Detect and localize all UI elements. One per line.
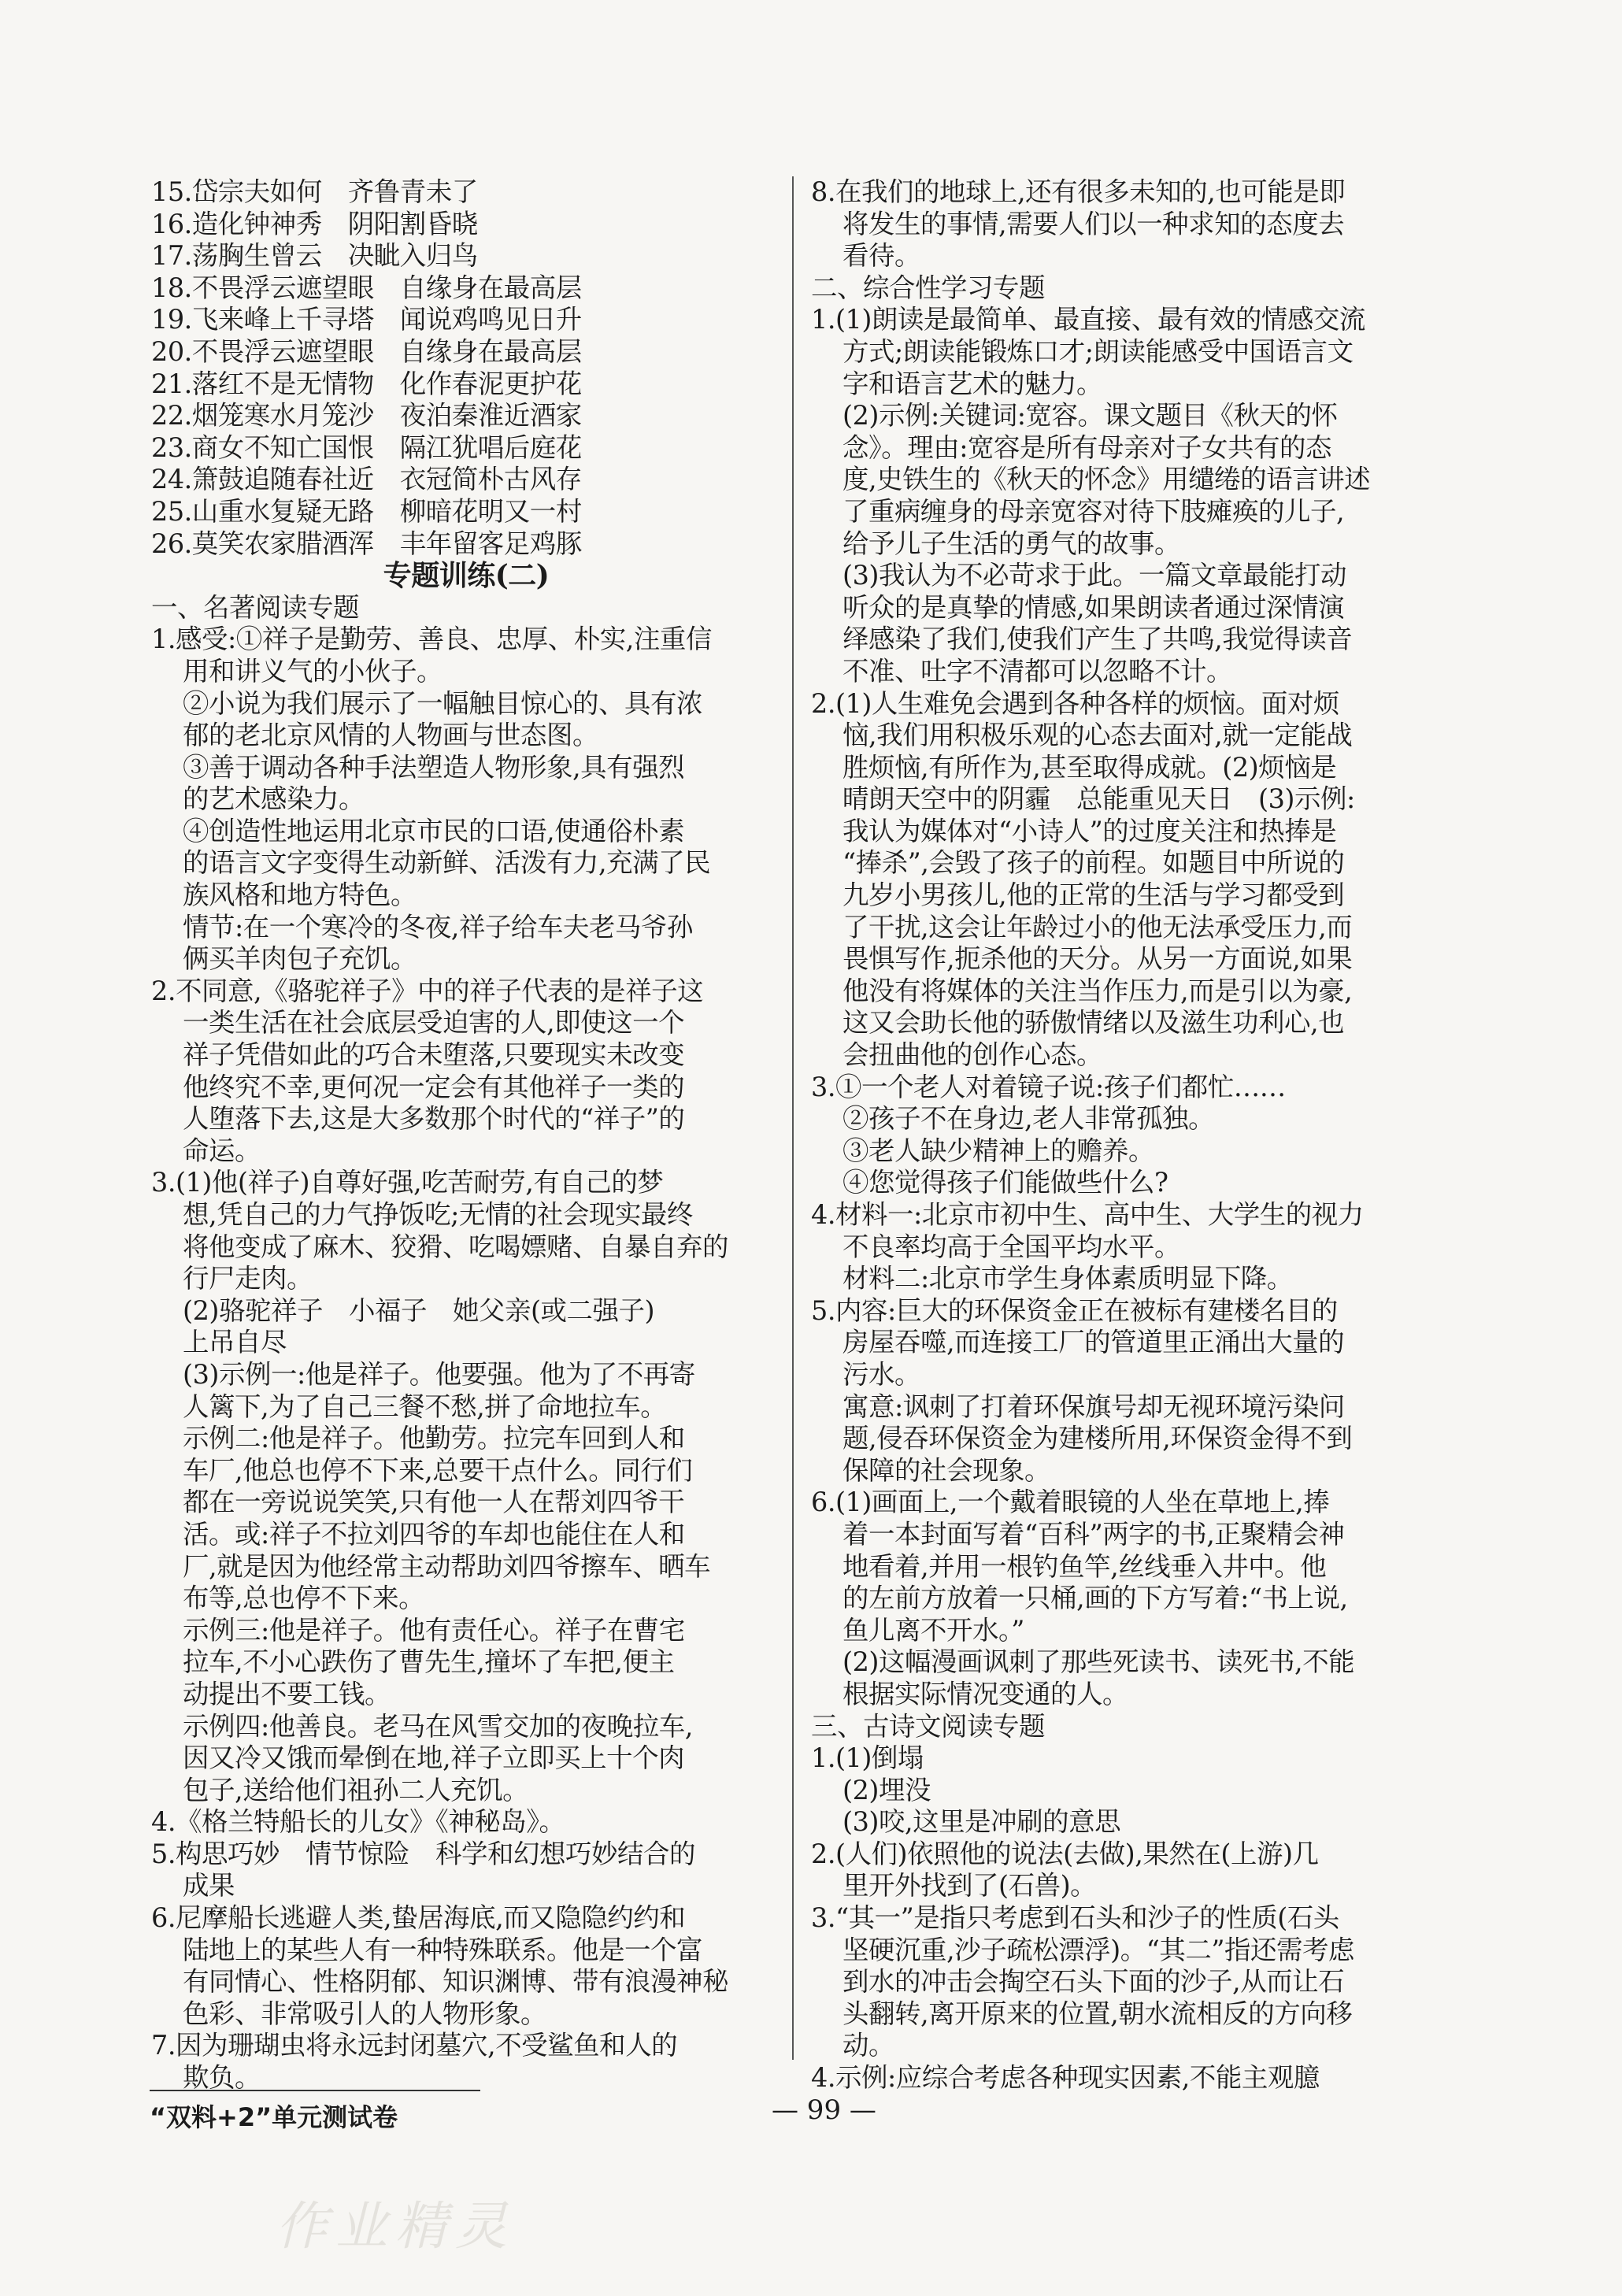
text-line: 20.不畏浮云遮望眼 自缘身在最高层 [151,335,582,367]
text-line: 三、古诗文阅读专题 [811,1710,1045,1742]
left-column [151,176,781,2094]
text-line: 示例二:他是祥子。他勤劳。拉完车回到人和 [183,1423,685,1454]
section-title: 专题训练(二) [383,559,550,593]
text-line: 祥子凭借如此的巧合未堕落,只要现实未改变 [183,1039,685,1071]
text-line: 4.材料一:北京市初中生、高中生、大学生的视力 [811,1199,1364,1230]
text-line: 动。 [842,2030,894,2061]
text-line: 3.(1)他(祥子)自尊好强,吃苦耐劳,有自己的梦 [151,1167,664,1198]
text-line: 5.构思巧妙 情节惊险 科学和幻想巧妙结合的 [151,1838,695,1869]
text-line: ③老人缺少精神上的赡养。 [842,1135,1154,1166]
text-line: 车厂,他总也停不下来,总要干点什么。同行们 [183,1454,693,1486]
column-divider [792,176,794,2060]
text-line: 人堕落下去,这是大多数那个时代的“祥子”的 [183,1103,685,1135]
footer-rule [150,2090,480,2091]
text-line: 方式;朗读能锻炼口才;朗读能感受中国语言文 [842,335,1354,367]
text-line: 俩买羊肉包子充饥。 [183,943,417,975]
text-line: 用和讲义气的小伙子。 [183,655,443,687]
text-line: 5.内容:巨大的环保资金正在被标有建楼名目的 [811,1294,1338,1326]
text-line: 污水。 [842,1358,920,1390]
text-line: (3)咬,这里是冲刷的意思 [842,1806,1121,1838]
text-line: 2.不同意,《骆驼祥子》中的祥子代表的是祥子这 [151,975,704,1006]
text-line: 到水的冲击会掏空石头下面的沙子,从而让石 [842,1966,1345,1998]
text-line: 色彩、非常吸引人的人物形象。 [183,1998,546,2029]
text-line: 晴朗天空中的阴霾 总能重见天日 (3)示例: [842,783,1355,815]
text-line: 人篱下,为了自己三餐不愁,拼了命地拉车。 [183,1391,667,1422]
text-line: 欺负。 [183,2062,261,2094]
text-line: 成果 [183,1870,235,1902]
text-line: 25.山重水复疑无路 柳暗花明又一村 [151,495,582,527]
text-line: 上吊自尽 [183,1327,287,1358]
text-line: 着一本封面写着“百科”两字的书,正聚精会神 [842,1518,1345,1550]
text-line: 布等,总也停不下来。 [183,1583,425,1614]
text-line: 他终究不幸,更何况一定会有其他祥子一类的 [183,1071,685,1102]
text-line: 坚硬沉重,沙子疏松漂浮)。“其二”指还需考虑 [842,1934,1354,1965]
text-line: ④创造性地运用北京市民的口语,使通俗朴素 [183,815,685,846]
text-line: 18.不畏浮云遮望眼 自缘身在最高层 [151,272,582,303]
text-line: 一、名著阅读专题 [151,591,359,623]
text-line: 15.岱宗夫如何 齐鲁青未了 [151,176,478,207]
text-line: 九岁小男孩儿,他的正常的生活与学习都受到 [842,880,1345,911]
text-line: 6.(1)画面上,一个戴着眼镜的人坐在草地上,捧 [811,1487,1330,1518]
text-line: 材料二:北京市学生身体素质明显下降。 [842,1263,1293,1294]
text-line: 地看着,并用一根钓鱼竿,丝线垂入井中。他 [842,1550,1327,1582]
text-line: “捧杀”,会毁了孩子的前程。如题目中所说的 [842,847,1345,879]
text-line: 念》。理由:宽容是所有母亲对子女共有的态 [842,431,1332,463]
text-line: 示例四:他善良。老马在风雪交加的夜晚拉车, [183,1710,693,1742]
book-title: “双料+2”单元测试卷 [150,2102,398,2132]
text-line: (2)埋没 [842,1774,931,1805]
text-line: 了重病缠身的母亲宽容对待下肢瘫痪的儿子, [842,495,1345,527]
text-line: 8.在我们的地球上,还有很多未知的,也可能是即 [811,176,1346,207]
text-line: 不准、吐字不清都可以忽略不计。 [842,655,1232,687]
text-line: 2.(人们)依照他的说法(去做),果然在(上游)几 [811,1838,1319,1869]
text-line: 听众的是真挚的情感,如果朗读者通过深情演 [842,591,1345,623]
text-line: 1.感受:①祥子是勤劳、善良、忠厚、朴实,注重信 [151,624,712,655]
text-line: 因又冷又饿而晕倒在地,祥子立即买上十个肉 [183,1742,685,1774]
text-line: 度,史铁生的《秋天的怀念》用缱绻的语言讲述 [842,464,1371,495]
text-line: 行尸走肉。 [183,1263,313,1294]
text-line: 保障的社会现象。 [842,1454,1050,1486]
text-line: 畏惧写作,扼杀他的天分。从另一方面说,如果 [842,943,1353,975]
text-line: 给予儿子生活的勇气的故事。 [842,528,1180,559]
right-column [811,176,1449,2094]
text-line: ②孩子不在身边,老人非常孤独。 [842,1103,1215,1135]
text-line: 将他变成了麻木、狡猾、吃喝嫖赌、自暴自弃的 [183,1231,728,1262]
text-line: 4.示例:应综合考虑各种现实因素,不能主观臆 [811,2062,1320,2094]
text-line: 二、综合性学习专题 [811,272,1045,303]
page-number: — 99 — [772,2094,876,2126]
text-line: 26.莫笑农家腊酒浑 丰年留客足鸡豚 [151,528,582,559]
text-line: 字和语言艺术的魅力。 [842,368,1102,399]
text-line: 17.荡胸生曾云 决眦入归鸟 [151,240,478,272]
text-line: 寓意:讽刺了打着环保旗号却无视环境污染问 [842,1391,1345,1422]
text-line: 会扭曲他的创作心态。 [842,1039,1102,1071]
text-line: 恼,我们用积极乐观的心态去面对,就一定能战 [842,720,1353,751]
text-line: 郁的老北京风情的人物画与世态图。 [183,720,598,751]
text-line: 根据实际情况变通的人。 [842,1678,1128,1709]
text-line: 将发生的事情,需要人们以一种求知的态度去 [842,208,1345,239]
text-line: 2.(1)人生难免会遇到各种各样的烦恼。面对烦 [811,687,1339,719]
text-line: (2)骆驼祥子 小福子 她父亲(或二强子) [183,1294,655,1326]
text-line: 19.飞来峰上千寻塔 闻说鸡鸣见日升 [151,304,582,335]
text-line: (2)示例:关键词:宽容。课文题目《秋天的怀 [842,400,1338,431]
text-line: 都在一旁说说笑笑,只有他一人在帮刘四爷干 [183,1487,685,1518]
watermark-logo: 作业精灵 [276,2196,515,2257]
text-line: 活。或:祥子不拉刘四爷的车却也能住在人和 [183,1518,685,1550]
text-line: 不良率均高于全国平均水平。 [842,1231,1180,1262]
text-line: (3)示例一:他是祥子。他要强。他为了不再寄 [183,1358,695,1390]
text-line: 房屋吞噬,而连接工厂的管道里正涌出大量的 [842,1327,1345,1358]
text-line: 拉车,不小心跌伤了曹先生,撞坏了车把,便主 [183,1646,675,1678]
text-line: 看待。 [842,240,920,272]
text-line: ④您觉得孩子们能做些什么? [842,1167,1168,1198]
text-line: 4.《格兰特船长的儿女》《神秘岛》。 [151,1806,565,1838]
text-line: 鱼儿离不开水。” [842,1614,1024,1646]
text-line: 这又会助长他的骄傲情绪以及滋生功利心,也 [842,1007,1345,1039]
text-line: ③善于调动各种手法塑造人物形象,具有强烈 [183,751,685,783]
text-line: 绎感染了我们,使我们产生了共鸣,我觉得读音 [842,624,1353,655]
text-line: 22.烟笼寒水月笼沙 夜泊秦淮近酒家 [151,400,582,431]
text-line: 21.落红不是无情物 化作春泥更护花 [151,368,582,399]
text-line: 我认为媒体对“小诗人”的过度关注和热捧是 [842,815,1337,846]
text-line: 胜烦恼,有所作为,甚至取得成就。(2)烦恼是 [842,751,1337,783]
text-line: ②小说为我们展示了一幅触目惊心的、具有浓 [183,687,702,719]
text-line: 1.(1)倒塌 [811,1742,924,1774]
text-line: 情节:在一个寒冷的冬夜,祥子给车夫老马爷孙 [183,911,693,942]
text-line: 3.①一个老人对着镜子说:孩子们都忙…… [811,1071,1286,1102]
text-line: 1.(1)朗读是最简单、最直接、最有效的情感交流 [811,304,1365,335]
text-line: 的语言文字变得生动新鲜、活泼有力,充满了民 [183,847,711,879]
text-line: 厂,就是因为他经常主动帮助刘四爷擦车、晒车 [183,1550,711,1582]
text-line: (3)我认为不必苛求于此。一篇文章最能打动 [842,560,1346,591]
text-line: 24.箫鼓追随春社近 衣冠简朴古风存 [151,464,582,495]
text-line: 有同情心、性格阴郁、知识渊博、带有浪漫神秘 [183,1966,728,1998]
text-line: 的艺术感染力。 [183,783,365,815]
text-line: 包子,送给他们祖孙二人充饥。 [183,1774,529,1805]
text-line: 题,侵吞环保资金为建楼所用,环保资金得不到 [842,1423,1353,1454]
text-line: 他没有将媒体的关注当作压力,而是引以为豪, [842,975,1353,1006]
text-line: 动提出不要工钱。 [183,1678,391,1709]
text-line: 的左前方放着一只桶,画的下方写着:“书上说, [842,1583,1348,1614]
text-line: 7.因为珊瑚虫将永远封闭墓穴,不受鲨鱼和人的 [151,2030,678,2061]
text-line: 想,凭自己的力气挣饭吃;无情的社会现实最终 [183,1199,693,1230]
text-line: 一类生活在社会底层受迫害的人,即使这一个 [183,1007,685,1039]
text-line: 里开外找到了(石兽)。 [842,1870,1097,1902]
text-line: 16.造化钟神秀 阴阳割昏晓 [151,208,478,239]
text-line: (2)这幅漫画讽刺了那些死读书、读死书,不能 [842,1646,1355,1678]
text-line: 头翻转,离开原来的位置,朝水流相反的方向移 [842,1998,1353,2029]
text-line: 了干扰,这会让年龄过小的他无法承受压力,而 [842,911,1353,942]
text-line: 3.“其一”是指只考虑到石头和沙子的性质(石头 [811,1902,1339,1934]
text-line: 示例三:他是祥子。他有责任心。祥子在曹宅 [183,1614,685,1646]
text-line: 命运。 [183,1135,261,1166]
text-line: 族风格和地方特色。 [183,880,417,911]
text-line: 23.商女不知亡国恨 隔江犹唱后庭花 [151,431,582,463]
text-line: 6.尼摩船长逃避人类,蛰居海底,而又隐隐约约和 [151,1902,686,1934]
text-line: 陆地上的某些人有一种特殊联系。他是一个富 [183,1934,702,1965]
